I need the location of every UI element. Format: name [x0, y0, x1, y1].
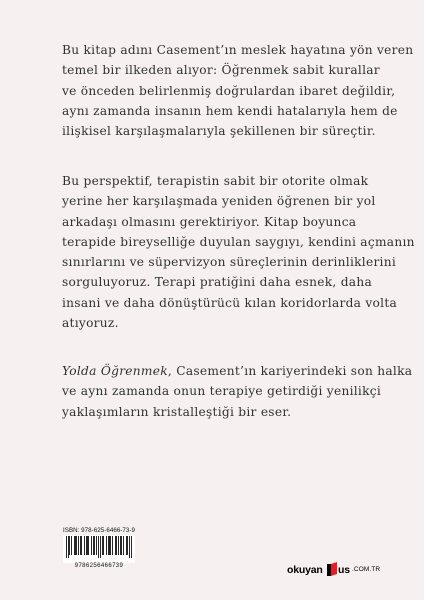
barcode-bar — [129, 536, 130, 558]
barcode-bar — [76, 536, 77, 555]
barcode-bar — [75, 536, 76, 555]
paragraph-conclusion — [62, 361, 413, 422]
barcode-bar — [121, 536, 122, 555]
barcode-bar — [103, 536, 104, 555]
barcode-bar — [80, 536, 81, 555]
barcode-bar — [74, 536, 75, 555]
barcode-bar — [84, 536, 85, 555]
barcode-bar — [100, 536, 101, 558]
barcode-bar — [81, 536, 82, 555]
text-line — [62, 361, 413, 381]
text-line: atıyoruz. — [62, 316, 119, 331]
publisher-domain: .COM.TR — [352, 566, 381, 573]
barcode-bar — [106, 536, 107, 555]
text-line: ve önceden belirlenmiş doğrulardan ibaret değildir, — [62, 83, 396, 98]
barcode-bar — [112, 536, 113, 555]
text-line: Bu kitap adını Casement’ın meslek hayatına yön veren — [62, 43, 414, 57]
paragraph-perspective — [62, 171, 415, 333]
barcode-bar — [127, 536, 128, 555]
barcode-number: 9786256466739 — [74, 563, 124, 569]
text-line: temel bir ilkeden alıyor: Öğrenmek sabit kurallar — [62, 63, 380, 78]
barcode-bar — [71, 536, 72, 555]
barcode-bar — [69, 536, 70, 555]
book-title: Yolda Öğrenmek — [62, 364, 168, 378]
barcode-bar — [120, 536, 121, 555]
barcode-bar — [93, 536, 94, 555]
book-mark-icon — [327, 562, 337, 578]
paragraph-intro — [62, 40, 414, 141]
text-line: insani ve daha dönüştürücü kılan koridorlarda volta — [62, 295, 398, 310]
barcode-bar — [102, 536, 103, 555]
barcode-bar — [87, 536, 88, 555]
text-line: yerine her karşılaşmada yeniden öğrenen bir yol — [62, 194, 376, 209]
publisher-name-part-1: okuyan — [287, 564, 323, 576]
barcode-bar — [110, 536, 111, 555]
text-line: Bu perspektif, terapistin sabit bir otorite olmak — [62, 174, 369, 188]
barcode-bar — [66, 536, 67, 558]
barcode-bar — [131, 536, 132, 558]
isbn-label: ISBN: 978-625-6466-73-9 — [63, 527, 136, 534]
barcode-bar — [88, 536, 89, 555]
barcode-bar — [115, 536, 116, 555]
barcode-bar — [68, 536, 69, 558]
text-line: yaklaşımların kristalleştiği bir eser. — [62, 404, 292, 419]
publisher-logo — [287, 563, 381, 580]
barcode-bar — [123, 536, 124, 555]
barcode-bar — [94, 536, 95, 555]
barcode-bar — [109, 536, 110, 555]
barcode-bar — [116, 536, 117, 555]
barcode-bar — [108, 536, 109, 555]
barcode-bar — [118, 536, 119, 555]
text-line: ilişkisel karşılaşmalarıyla şekillenen bir süreçtir. — [62, 124, 376, 139]
barcode-box — [63, 535, 135, 563]
barcode-bar — [91, 536, 92, 555]
text-line: terapide bireyselliğe duyulan saygıyı, kendini açmanın — [62, 234, 415, 249]
barcode-bar — [78, 536, 79, 555]
text-line: arkadaşı olmasını gerektiriyor. Kitap boyunca — [62, 214, 357, 229]
barcode-bar — [126, 536, 127, 555]
barcode-bar — [98, 536, 99, 558]
publisher-name-part-2: us — [338, 564, 350, 576]
text-line: aynı zamanda insanın hem kendi hatalarıyla hem de — [62, 103, 398, 118]
text-line: ve aynı zamanda onun terapiye getirdiği yenilikçi — [62, 384, 382, 399]
barcode-bar — [96, 536, 97, 555]
text-line: sınırlarını ve süpervizyon süreçlerinin derinliklerini — [62, 255, 397, 270]
barcode-icon — [66, 536, 132, 558]
barcode-block — [63, 527, 135, 570]
text-fragment: , Casement’ın kariyerindeki son halka — [167, 364, 413, 378]
barcode-bar — [86, 536, 87, 555]
text-line: sorguluyoruz. Terapi pratiğini daha esnek, daha — [62, 275, 373, 290]
